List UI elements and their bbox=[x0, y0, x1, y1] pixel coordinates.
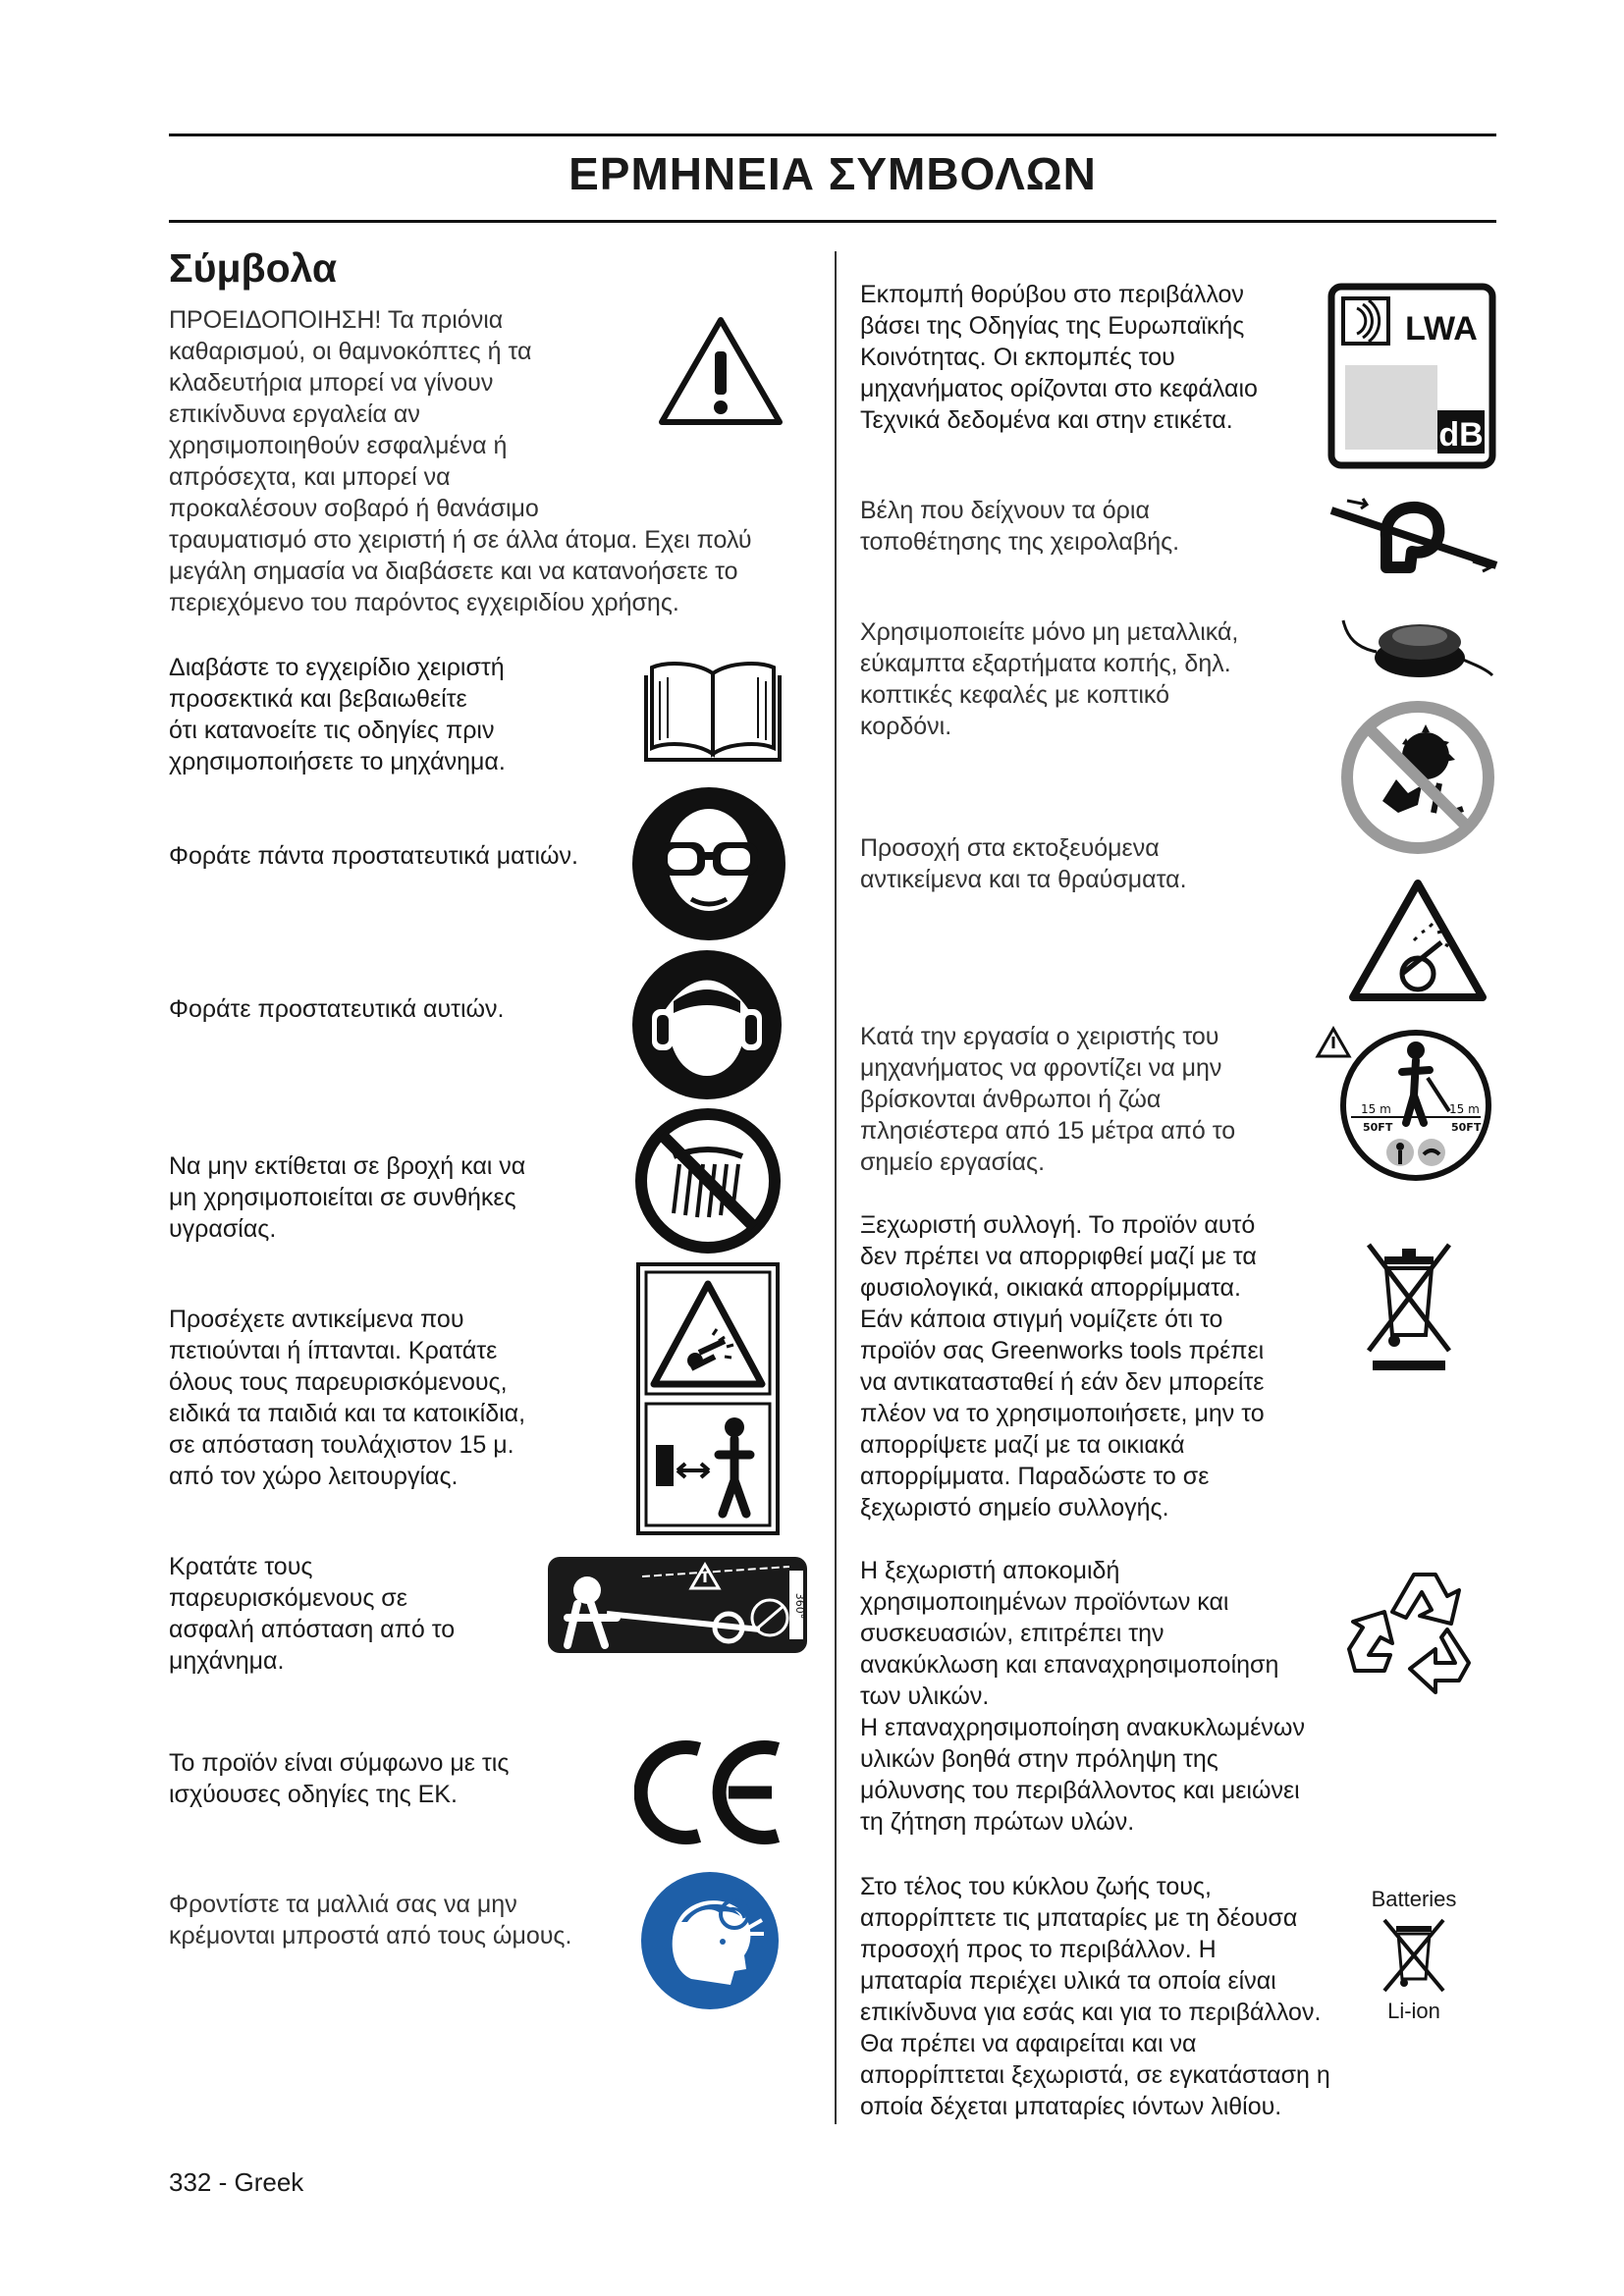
battery-disposal-icon bbox=[1377, 1914, 1451, 1997]
trimmer-operator-distance-icon bbox=[548, 1557, 807, 1653]
noise-text: Εκπομπή θορύβου στο περιβάλλον βάσει της Οδηγίας της Ευρωπαϊκής Κοινότητας. Οι εκπομπές του μηχανήματος ορίζονται στο κεφάλαιο Τεχνικά δεδομένα και στην ετικέτα. bbox=[860, 281, 1258, 434]
page-footer: 332 - Greek bbox=[169, 2167, 304, 2197]
distance-m-right: 15 m bbox=[1449, 1102, 1480, 1116]
distance-m-left: 15 m bbox=[1361, 1102, 1391, 1116]
distance-ft-right: 50FT bbox=[1451, 1121, 1482, 1134]
keep-distance-text: Κρατάτε τους παρευρισκόμενους σε ασφαλή απόσταση από το μηχάνημα. bbox=[169, 1553, 456, 1675]
section-heading: Σύμβολα bbox=[169, 245, 338, 291]
fifteen-meters-text: Κατά την εργασία ο χειριστής του μηχανήματος να φροντίζει να μην βρίσκονται άνθρωποι ή ζώα πλησιέστερα από 15 μέτρα από το σημείο εργασίας. bbox=[860, 1023, 1236, 1176]
weee-text: Ξεχωριστή συλλογή. Το προϊόν αυτό δεν πρέπει να απορριφθεί μαζί με τα φυσιολογικά, οικιακά απορρίμματα. Εάν κάποια στιγμή νομίζετε ότι το προϊόν σας Greenworks tools πρέπει να αντικατασταθεί ή εάν δεν μπορείτε πλέον να το χρησιμοποιήσετε, μην το απορρίψετε μαζί με τα οικιακά απορρίμματα. Παραδώστε το σε ξεχωριστό σημείο συλλογής. bbox=[860, 1211, 1265, 1522]
warning-text: ΠΡΟΕΙΔΟΠΟΙΗΣΗ! Τα πριόνια καθαρισμού, οι θαμνοκόπτες ή τα κλαδευτήρια μπορεί να γίνουν επικίνδυνα εργαλεία αν χρησιμοποιηθούν εσφαλμένα ή απρόσεχτα, και μπορεί να προκαλέσουν σοβαρό ή θανάσιμο τραυματισμό στο χειριστή ή σε άλλα άτομα. Εχει πολύ μεγάλη σημασία να διαβάσετε και να κατανοήσετε το περιεχόμενο του παρόντος εγχειριδίου χρήσης. bbox=[169, 306, 752, 616]
lwa-label: LWA bbox=[1405, 310, 1478, 347]
keep-15m-distance-icon bbox=[1312, 1021, 1500, 1182]
safety-glasses-icon bbox=[630, 785, 787, 942]
hair-text: Φροντίστε τα μαλλιά σας να μην κρέμονται μπροστά από τους ώμους. bbox=[169, 1891, 572, 1949]
tie-hair-icon bbox=[640, 1871, 780, 2010]
db-label: dB bbox=[1438, 416, 1484, 454]
batteries-label: Batteries bbox=[1371, 1887, 1457, 1911]
column-divider bbox=[835, 251, 837, 2124]
flying-objects-text: Προσέχετε αντικείμενα που πετιούνται ή ίπτανται. Κρατάτε όλους τους παρευρισκόμενους, ειδικά τα παιδιά και τα κατοικίδια, σε απόσταση τουλάχιστον 15 μ. από τον χώρο λειτουργίας. bbox=[169, 1306, 526, 1490]
handle-arrows-text: Βέλη που δείχνουν τα όρια τοποθέτησης της χειρολαβής. bbox=[860, 497, 1180, 556]
no-metal-blade-icon bbox=[1339, 699, 1496, 856]
top-rule bbox=[169, 133, 1496, 136]
no-rain-icon bbox=[634, 1107, 782, 1255]
angle-label: 360° bbox=[793, 1592, 806, 1620]
distance-ft-left: 50FT bbox=[1363, 1121, 1393, 1134]
ce-mark-icon bbox=[634, 1737, 785, 1847]
no-rain-text: Να μην εκτίθεται σε βροχή και να μη χρησιμοποιείται σε συνθήκες υγρασίας. bbox=[169, 1152, 526, 1243]
recycling-text: Η ξεχωριστή αποκομιδή χρησιμοποιημένων προϊόντων και συσκευασιών, επιτρέπει την ανακύκλωση και επαναχρησιμοποίηση των υλικών. Η επαναχρησιμοποίηση ανακυκλωμένων υλικών βοηθά στην πρόληψη της μόλυνσης του περιβάλλοντος και μειώνει τη ζήτηση πρώτων υλών. bbox=[860, 1557, 1305, 1836]
batteries-text: Στο τέλος του κύκλου ζωής τους, απορρίπτετε τις μπαταρίες με τη δέουσα προσοχή προς το περιβάλλον. Η μπαταρία περιέχει υλικά τα οποία είναι επικίνδυνα για εσάς και για το περιβάλλον. Θα πρέπει να αφαιρείται και να απορρίπτεται ξεχωριστά, σε εγκατάσταση η οποία δέχεται μπαταρίες ιόντων λιθίου. bbox=[860, 1873, 1330, 2120]
page-title: ΕΡΜΗΝΕΙΑ ΣΥΜΒΟΛΩΝ bbox=[568, 148, 1097, 199]
read-manual-text: Διαβάστε το εγχειρίδιο χειριστή προσεκτικά και βεβαιωθείτε ότι κατανοείτε τις οδηγίες πριν χρησιμοποιήσετε το μηχάνημα. bbox=[169, 654, 506, 775]
crossed-bin-icon bbox=[1355, 1231, 1463, 1378]
noise-level-icon bbox=[1327, 283, 1496, 469]
warning-triangle-icon bbox=[656, 314, 785, 428]
recycling-icon bbox=[1345, 1563, 1487, 1700]
title-rule bbox=[169, 220, 1496, 223]
li-ion-label: Li-ion bbox=[1387, 1999, 1440, 2023]
non-metal-text: Χρησιμοποιείτε μόνο μη μεταλλικά, εύκαμπτα εξαρτήματα κοπής, δηλ. κοπτικές κεφαλές με κοπτικό κορδόνι. bbox=[860, 618, 1239, 740]
ear-protection-icon bbox=[630, 948, 784, 1101]
projectiles-text: Προσοχή στα εκτοξευόμενα αντικείμενα και τα θραύσματα. bbox=[860, 834, 1187, 893]
trimmer-head-icon bbox=[1337, 609, 1496, 687]
eye-protection-text: Φοράτε πάντα προστατευτικά ματιών. bbox=[169, 842, 579, 870]
thrown-objects-warning-icon bbox=[1347, 876, 1489, 1005]
open-book-icon bbox=[644, 658, 782, 764]
handle-position-icon bbox=[1327, 493, 1500, 577]
ear-protection-text: Φοράτε προστατευτικά αυτιών. bbox=[169, 995, 505, 1023]
ce-text: Το προϊόν είναι σύμφωνο με τις ισχύουσες οδηγίες της ΕΚ. bbox=[169, 1749, 510, 1808]
flying-objects-keep-away-icon bbox=[636, 1262, 780, 1535]
